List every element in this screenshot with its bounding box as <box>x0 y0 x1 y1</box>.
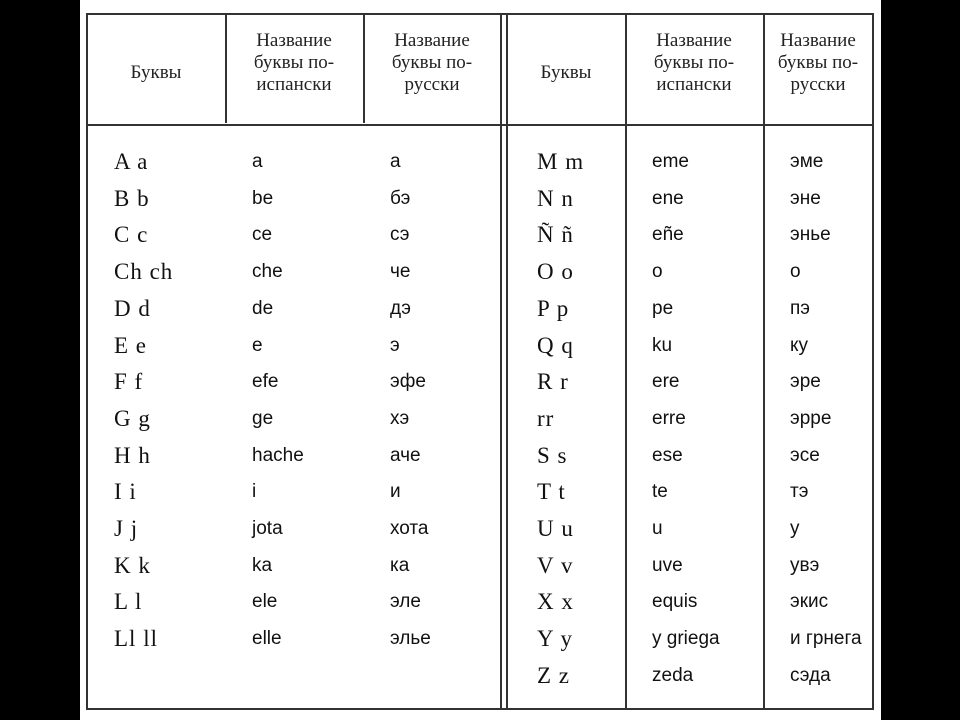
letters-cell: N n <box>537 186 574 211</box>
russian-cell: ка <box>390 555 410 576</box>
russian-cell: ку <box>790 335 809 356</box>
russian-cell: дэ <box>390 298 411 319</box>
letters-cell: L l <box>114 589 143 614</box>
right-spanish-name-header <box>628 30 760 96</box>
russian-cell: элье <box>390 628 431 649</box>
header-text: буквы по- <box>653 52 735 73</box>
spanish-cell: i <box>252 481 257 502</box>
letters-cell: R r <box>537 369 569 394</box>
spanish-cell: efe <box>252 371 279 392</box>
letters-cell: C c <box>114 222 149 247</box>
russian-cell: эме <box>790 151 824 172</box>
letters-cell: F f <box>114 369 144 394</box>
russian-cell: тэ <box>790 481 809 502</box>
header-text: Буквы <box>130 62 182 83</box>
russian-cell: о <box>790 261 801 282</box>
russian-cell: че <box>390 261 411 282</box>
letters-cell: Ch ch <box>114 259 174 284</box>
letters-cell: K k <box>114 553 151 578</box>
russian-cell: хота <box>390 518 429 539</box>
letters-cell: O o <box>537 259 574 284</box>
spanish-cell: ele <box>252 591 278 612</box>
letters-cell: A a <box>114 149 149 174</box>
header-text: Название <box>656 30 732 51</box>
spanish-cell: a <box>252 151 263 172</box>
russian-cell: хэ <box>390 408 410 429</box>
russian-cell: эле <box>390 591 421 612</box>
russian-cell: а <box>390 151 401 172</box>
spanish-cell: u <box>652 518 663 539</box>
header-text: Название <box>256 30 332 51</box>
russian-cell: сэда <box>790 665 831 686</box>
letters-cell: D d <box>114 296 151 321</box>
left-letters-header <box>94 62 218 84</box>
letters-cell: Ll ll <box>114 626 158 651</box>
spanish-cell: eñe <box>652 224 684 245</box>
russian-cell: у <box>790 518 800 539</box>
russian-cell: эфе <box>390 371 426 392</box>
letters-cell: M m <box>537 149 585 174</box>
right-letters-header <box>510 62 622 84</box>
letters-cell: Z z <box>537 663 571 688</box>
spanish-cell: ene <box>652 188 684 209</box>
spanish-cell: te <box>652 481 668 502</box>
russian-cell: эрре <box>790 408 832 429</box>
column-rule <box>363 13 365 123</box>
spanish-cell: ka <box>252 555 273 576</box>
letters-cell: P p <box>537 296 570 321</box>
russian-cell: эре <box>790 371 821 392</box>
spanish-cell: jota <box>252 518 283 539</box>
header-text: Буквы <box>540 62 592 83</box>
spanish-cell: elle <box>252 628 282 649</box>
spanish-cell: uve <box>652 555 683 576</box>
letters-cell: X x <box>537 589 574 614</box>
table-left-rule <box>86 13 88 710</box>
letters-cell: V v <box>537 553 574 578</box>
russian-cell: и грнега <box>790 628 862 649</box>
letters-cell: H h <box>114 443 151 468</box>
letters-cell: S s <box>537 443 568 468</box>
spanish-cell: be <box>252 188 274 209</box>
letters-cell: rr <box>537 406 555 431</box>
russian-cell: пэ <box>790 298 810 319</box>
left-spanish-name-header <box>230 30 358 96</box>
left-russian-name-header <box>368 30 496 96</box>
letters-cell: G g <box>114 406 151 431</box>
letters-cell: T t <box>537 479 566 504</box>
column-rule <box>763 13 765 710</box>
header-bottom-rule <box>86 124 872 126</box>
letters-cell: Y y <box>537 626 574 651</box>
russian-cell: эне <box>790 188 821 209</box>
spanish-cell: ere <box>652 371 680 392</box>
russian-cell: энье <box>790 224 831 245</box>
letters-cell: B b <box>114 186 150 211</box>
center-divider-rule <box>500 13 502 710</box>
spanish-cell: erre <box>652 408 686 429</box>
russian-cell: э <box>390 335 400 356</box>
spanish-cell: ese <box>652 445 683 466</box>
column-rule <box>625 13 627 710</box>
center-divider-rule <box>506 13 508 710</box>
header-text: русски <box>790 74 846 95</box>
spanish-cell: che <box>252 261 283 282</box>
spanish-cell: equis <box>652 591 698 612</box>
header-text: Название <box>394 30 470 51</box>
header-text: испански <box>256 74 332 95</box>
russian-cell: увэ <box>790 555 820 576</box>
spanish-cell: ce <box>252 224 273 245</box>
table-top-rule <box>86 13 872 15</box>
table-bottom-rule <box>86 708 872 710</box>
header-text: испански <box>656 74 732 95</box>
russian-cell: эсе <box>790 445 820 466</box>
russian-cell: экис <box>790 591 829 612</box>
spanish-cell: zeda <box>652 665 694 686</box>
russian-cell: сэ <box>390 224 410 245</box>
letters-cell: Q q <box>537 333 574 358</box>
letters-cell: Ñ ñ <box>537 222 574 247</box>
letters-cell: U u <box>537 516 574 541</box>
column-rule <box>225 13 227 123</box>
spanish-cell: hache <box>252 445 304 466</box>
letters-cell: E e <box>114 333 148 358</box>
spanish-cell: de <box>252 298 274 319</box>
spanish-cell: pe <box>652 298 674 319</box>
header-text: буквы по- <box>391 52 473 73</box>
spanish-cell: e <box>252 335 263 356</box>
header-text: Название <box>780 30 856 51</box>
header-text: буквы по- <box>777 52 859 73</box>
spanish-cell: o <box>652 261 663 282</box>
right-russian-name-header <box>766 30 870 96</box>
alphabet-table-page <box>80 0 881 720</box>
spanish-cell: ku <box>652 335 673 356</box>
russian-cell: аче <box>390 445 421 466</box>
letters-cell: J j <box>114 516 139 541</box>
header-text: русски <box>404 74 460 95</box>
russian-cell: бэ <box>390 188 411 209</box>
table-right-rule <box>872 13 874 710</box>
header-text: буквы по- <box>253 52 335 73</box>
russian-cell: и <box>390 481 401 502</box>
spanish-cell: ge <box>252 408 274 429</box>
spanish-cell: eme <box>652 151 689 172</box>
letters-cell: I i <box>114 479 137 504</box>
spanish-cell: y griega <box>652 628 720 649</box>
